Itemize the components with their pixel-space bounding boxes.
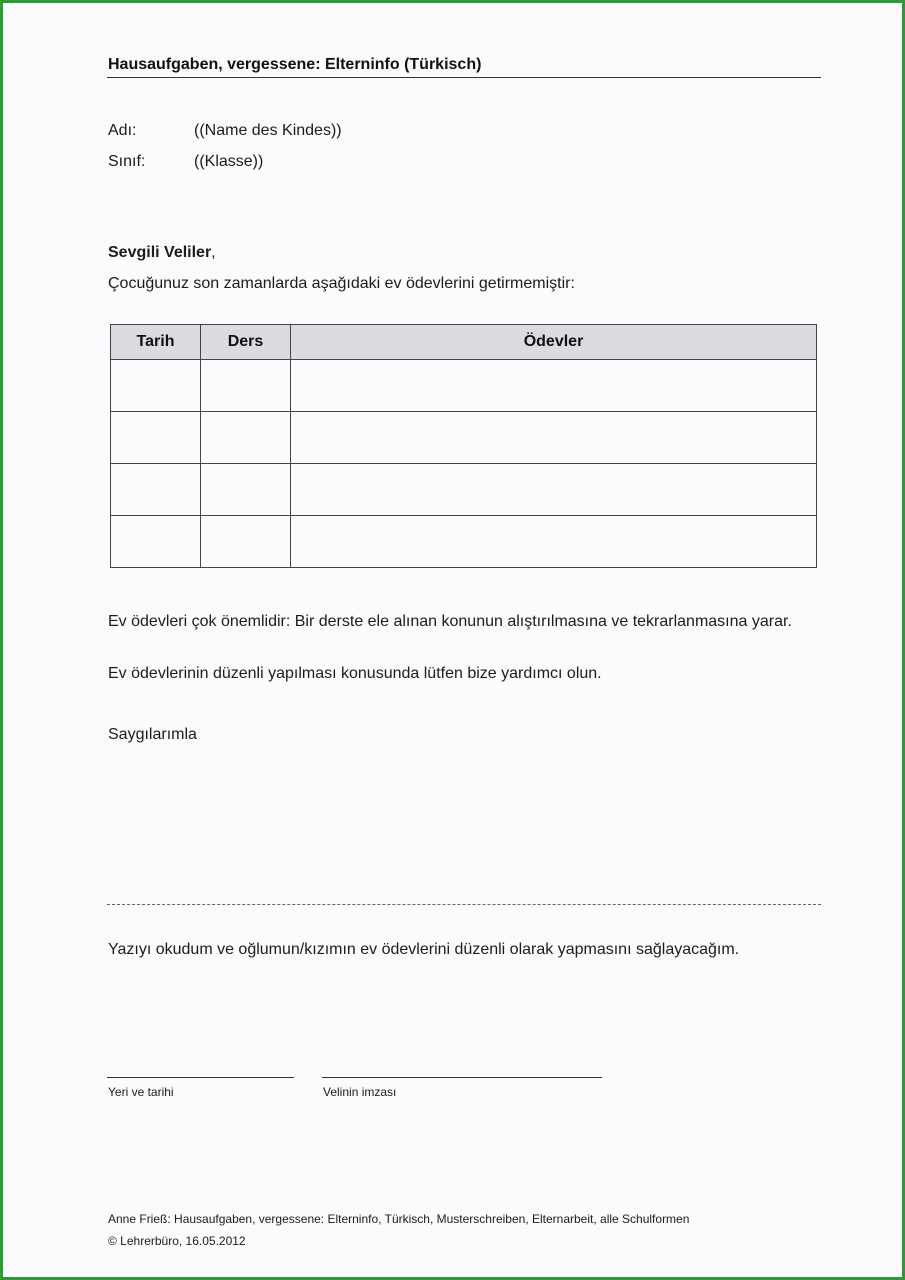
table-cell[interactable] bbox=[201, 360, 291, 412]
greeting-comma: , bbox=[211, 244, 216, 261]
header-tarih: Tarih bbox=[111, 325, 201, 360]
table-cell[interactable] bbox=[291, 360, 817, 412]
document-title: Hausaufgaben, vergessene: Elterninfo (Türkisch) bbox=[108, 56, 482, 73]
greeting bbox=[108, 244, 216, 262]
table-cell[interactable] bbox=[291, 412, 817, 464]
table-cell[interactable] bbox=[201, 516, 291, 568]
homework-table bbox=[110, 324, 817, 568]
table-cell[interactable] bbox=[201, 464, 291, 516]
name-placeholder: ((Name des Kindes)) bbox=[194, 122, 342, 139]
header-ders: Ders bbox=[201, 325, 291, 360]
table-cell[interactable] bbox=[291, 464, 817, 516]
table-cell[interactable] bbox=[111, 412, 201, 464]
intro-text: Çocuğunuz son zamanlarda aşağıdaki ev ödevlerini getirmemiştir: bbox=[108, 275, 575, 292]
footer-source: Anne Frieß: Hausaufgaben, vergessene: Elterninfo, Türkisch, Musterschreiben, Elternarbeit, alle Schulformen bbox=[108, 1212, 690, 1226]
table-cell[interactable] bbox=[111, 360, 201, 412]
table-row bbox=[111, 360, 817, 412]
parent-signature-line[interactable] bbox=[322, 1077, 602, 1078]
parent-signature-label: Velinin imzası bbox=[323, 1085, 397, 1099]
table-header-row bbox=[111, 325, 817, 360]
class-placeholder: ((Klasse)) bbox=[194, 153, 264, 170]
name-label: Adı: bbox=[108, 122, 137, 139]
table-row bbox=[111, 464, 817, 516]
cut-line bbox=[107, 904, 821, 905]
help-paragraph: Ev ödevlerinin düzenli yapılması konusunda lütfen bize yardımcı olun. bbox=[108, 665, 602, 682]
footer-copyright: © Lehrerbüro, 16.05.2012 bbox=[108, 1234, 246, 1248]
class-label: Sınıf: bbox=[108, 153, 146, 170]
title-rule bbox=[107, 77, 821, 78]
importance-paragraph: Ev ödevleri çok önemlidir: Bir derste ele alınan konunun alıştırılmasına ve tekrarlanmasına yarar. bbox=[108, 613, 792, 630]
table-cell[interactable] bbox=[111, 464, 201, 516]
table-cell[interactable] bbox=[201, 412, 291, 464]
table-row bbox=[111, 516, 817, 568]
table-row bbox=[111, 412, 817, 464]
greeting-text: Sevgili Veliler bbox=[108, 244, 212, 261]
table-cell[interactable] bbox=[291, 516, 817, 568]
acknowledgement-text: Yazıyı okudum ve oğlumun/kızımın ev ödevlerini düzenli olarak yapmasını sağlayacağım. bbox=[108, 941, 740, 958]
closing: Saygılarımla bbox=[108, 726, 197, 743]
table-cell[interactable] bbox=[111, 516, 201, 568]
place-date-label: Yeri ve tarihi bbox=[108, 1085, 174, 1099]
place-date-line[interactable] bbox=[107, 1077, 294, 1078]
header-odevler: Ödevler bbox=[291, 325, 817, 360]
